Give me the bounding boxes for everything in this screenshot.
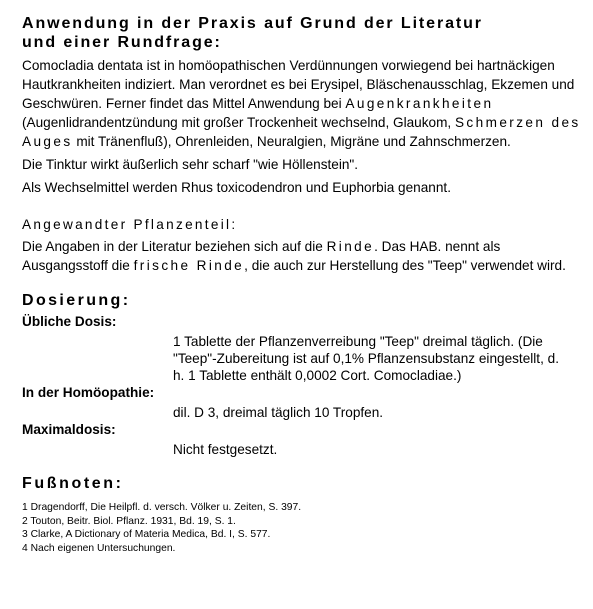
paragraph-text: mit Tränenfluß), Ohrenleiden, Neuralgien, Migräne und Zahnschmerzen. <box>72 134 511 149</box>
application-paragraph <box>22 56 582 151</box>
section-title-line2: und einer Rundfrage: <box>22 34 222 51</box>
homeopathy-dose-value: dil. D 3, dreimal täglich 10 Tropfen. <box>173 405 384 420</box>
usual-dose-label: Übliche Dosis: <box>22 314 117 329</box>
plant-part-paragraph <box>22 237 582 275</box>
footnotes-heading: Fußnoten: <box>22 475 124 492</box>
plant-part-heading: Angewandter Pflanzenteil: <box>22 217 238 232</box>
footnote-item: 3 Clarke, A Dictionary of Materia Medica, Bd. I, S. 577. <box>22 529 271 540</box>
homeopathy-dose-label: In der Homöopathie: <box>22 385 155 400</box>
footnote-item: 4 Nach eigenen Untersuchungen. <box>22 542 176 554</box>
footnote-item: 2 Touton, Beitr. Biol. Pflanz. 1931, Bd. 19, S. 1. <box>22 515 236 527</box>
spaced-term: frische Rinde <box>133 258 245 273</box>
paragraph-text: , die auch zur Herstellung des "Teep" verwendet wird. <box>244 258 566 273</box>
paragraph-text: (Augenlidrandentzündung mit großer Trockenheit wechselnd, Glaukom, <box>22 115 455 130</box>
max-dose-label: Maximaldosis: <box>22 422 116 437</box>
section-title <box>22 14 582 52</box>
spaced-term: Augenkrankheiten <box>345 96 494 111</box>
max-dose-value: Nicht festgesetzt. <box>173 442 278 457</box>
alternating-remedy-paragraph: Als Wechselmittel werden Rhus toxicodendron und Euphorbia genannt. <box>22 180 451 195</box>
dosage-heading: Dosierung: <box>22 292 131 309</box>
usual-dose-value: 1 Tablette der Pflanzenverreibung "Teep" dreimal täglich. (Die "Teep"-Zubereitung ist auf 0,1% Pflanzensubstanz eingestellt, d. h. 1 Tablette enthält 0,0002 Cort. Comocladiae.) <box>173 334 559 383</box>
paragraph-text: Die Angaben in der Literatur beziehen sich auf die <box>22 239 327 254</box>
tincture-paragraph: Die Tinktur wirkt äußerlich sehr scharf "wie Höllenstein". <box>22 157 359 172</box>
paragraph-text: Comocladia dentata ist in homöopathischen Verdünnungen vorwiegend bei hartnäckigen Hautkrankheiten indiziert. Man verordnet es bei Erysipel, Bläschenausschlag, Ekzemen und Geschwüren. Ferner findet das Mittel Anwendung bei <box>22 58 575 111</box>
spaced-term: Rinde <box>326 239 375 254</box>
paragraph-text: . Das HAB. nennt als Ausgangsstoff die <box>22 239 501 273</box>
footnote-item: 1 Dragendorff, Die Heilpfl. d. versch. Völker u. Zeiten, S. 397. <box>22 502 302 513</box>
section-title-line1: Anwendung in der Praxis auf Grund der Literatur <box>22 15 483 32</box>
document-page <box>22 14 582 555</box>
spaced-term: Schmerzen des Auges <box>22 115 581 149</box>
